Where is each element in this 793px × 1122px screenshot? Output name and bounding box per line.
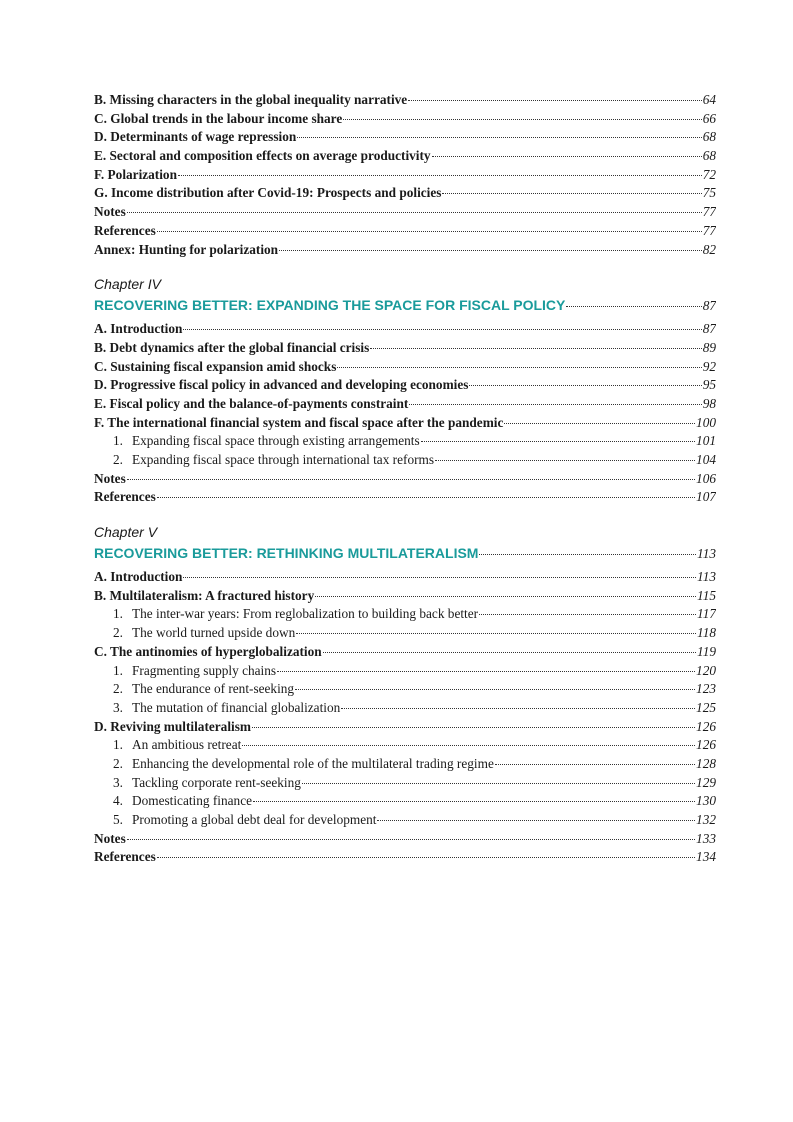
- toc-page-number: 132: [696, 812, 716, 827]
- sub-entry-text: Promoting a global debt deal for development: [132, 812, 377, 827]
- toc-entry-label: B. Multilateralism: A fractured history: [94, 587, 315, 603]
- toc-sub-entry[interactable]: [94, 451, 716, 470]
- leader-dots: [469, 384, 701, 386]
- sub-entry-text: Enhancing the developmental role of the multilateral trading regime: [132, 755, 494, 771]
- sub-entry-text: Fragmenting supply chains: [132, 662, 277, 678]
- toc-entry-label: E. Sectoral and composition effects on average productivity: [94, 148, 431, 164]
- toc-page-number: 72: [702, 166, 716, 182]
- toc-page-number: 92: [702, 358, 716, 374]
- sub-entry-text: An ambitious retreat: [132, 737, 242, 753]
- leader-dots: [297, 136, 701, 138]
- toc-page-number: 119: [697, 643, 716, 659]
- leader-dots: [377, 819, 695, 821]
- sub-entry-number: 4.: [113, 793, 123, 809]
- toc-page-number: 126: [696, 737, 716, 753]
- toc-entry[interactable]: [94, 203, 716, 222]
- leader-dots: [183, 328, 701, 330]
- sub-entry-text: Expanding fiscal space through existing arrangements: [132, 433, 420, 449]
- toc-entry-label: B. Debt dynamics after the global financial crisis: [94, 339, 370, 355]
- toc-entry[interactable]: [94, 718, 716, 737]
- toc-entry-label: [94, 680, 294, 699]
- toc-entry[interactable]: [94, 147, 716, 166]
- toc-page-number: 104: [696, 452, 716, 467]
- toc-entry[interactable]: [94, 488, 716, 507]
- sub-entry-number: 3.: [113, 774, 123, 790]
- sub-entry-text: Expanding fiscal space through international tax reforms: [132, 452, 435, 467]
- toc-entry[interactable]: [94, 222, 716, 241]
- toc-entry[interactable]: [94, 830, 716, 849]
- toc-page-number: 106: [696, 470, 716, 486]
- toc-sub-entry[interactable]: [94, 432, 716, 451]
- toc-entry-label: C. Global trends in the labour income share: [94, 110, 343, 126]
- leader-dots: [127, 478, 695, 480]
- toc-page-number: 100: [696, 414, 716, 430]
- toc-entry[interactable]: [94, 376, 716, 395]
- toc-page-number: 77: [702, 204, 716, 220]
- toc-page-number: 113: [697, 546, 716, 562]
- toc-entry-label: [94, 736, 241, 755]
- leader-dots: [242, 744, 695, 746]
- toc-sub-entry[interactable]: [94, 774, 716, 793]
- leader-dots: [302, 782, 695, 784]
- leader-dots: [343, 118, 701, 120]
- leader-dots: [296, 632, 696, 634]
- toc-entry-label: F. Polarization: [94, 166, 177, 182]
- toc-entry[interactable]: [94, 470, 716, 489]
- leader-dots: [495, 763, 695, 765]
- toc-sub-entry[interactable]: [94, 792, 716, 811]
- toc-page-number: 82: [702, 241, 716, 257]
- toc-page-number: 120: [696, 662, 716, 678]
- toc-page-number: 68: [702, 129, 716, 145]
- sub-entry-number: 2.: [113, 625, 123, 641]
- toc-entry-label: [94, 792, 252, 811]
- chapter-title-text: RECOVERING BETTER: EXPANDING THE SPACE FOR FISCAL POLICY: [94, 297, 566, 314]
- toc-sub-entry[interactable]: [94, 811, 716, 830]
- toc-page-number: 87: [702, 321, 716, 337]
- toc-page-number: 134: [696, 849, 716, 865]
- toc-entry[interactable]: [94, 358, 716, 377]
- toc-sub-entry[interactable]: [94, 605, 716, 624]
- toc-entry-label: Annex: Hunting for polarization: [94, 241, 279, 257]
- toc-sub-entry[interactable]: [94, 662, 716, 681]
- toc-page: [94, 91, 716, 867]
- toc-entry[interactable]: [94, 395, 716, 414]
- toc-sub-entry[interactable]: [94, 736, 716, 755]
- toc-page-number: 129: [696, 774, 716, 790]
- toc-entry-label: [94, 432, 420, 451]
- toc-page-number: 89: [702, 339, 716, 355]
- toc-entry-label: [94, 662, 276, 681]
- sub-entry-number: 2.: [113, 681, 123, 697]
- leader-dots: [442, 192, 701, 194]
- chapter-title[interactable]: [94, 542, 716, 564]
- toc-entry[interactable]: [94, 643, 716, 662]
- toc-entry-label: Notes: [94, 204, 126, 220]
- toc-entry[interactable]: [94, 166, 716, 185]
- toc-entry-label: C. Sustaining fiscal expansion amid shocks: [94, 358, 337, 374]
- leader-dots: [504, 422, 695, 424]
- sub-entry-text: Domesticating finance: [132, 793, 252, 809]
- toc-entry[interactable]: [94, 184, 716, 203]
- toc-page-number: 98: [702, 395, 716, 411]
- leader-dots: [279, 249, 702, 251]
- toc-page-number: 117: [697, 606, 716, 622]
- leader-dots: [479, 613, 696, 615]
- sub-entry-number: 5.: [113, 812, 123, 827]
- toc-entry-label: D. Progressive fiscal policy in advanced and developing economies: [94, 377, 469, 393]
- sub-entry-text: The world turned upside down: [132, 625, 296, 641]
- leader-dots: [421, 440, 695, 442]
- sub-entry-number: 1.: [113, 662, 123, 678]
- toc-page-number: 64: [702, 92, 716, 107]
- toc-entry-label: [94, 605, 478, 624]
- toc-sub-entry[interactable]: [94, 699, 716, 718]
- toc-page-number: 126: [696, 718, 716, 734]
- toc-entry-label: A. Introduction: [94, 321, 183, 337]
- sub-entry-number: 2.: [113, 452, 123, 467]
- toc-entry-label: E. Fiscal policy and the balance-of-payments constraint: [94, 395, 409, 411]
- chapter-label: Chapter V: [94, 524, 158, 541]
- leader-dots: [157, 496, 695, 498]
- sub-entry-number: 3.: [113, 699, 123, 715]
- leader-dots: [183, 576, 696, 578]
- leader-dots: [341, 707, 695, 709]
- leader-dots: [408, 99, 701, 101]
- toc-page-number: 115: [697, 587, 716, 603]
- leader-dots: [178, 174, 702, 176]
- chapter-label: Chapter IV: [94, 276, 161, 293]
- toc-entry-label: [94, 811, 376, 830]
- toc-page-number: 125: [696, 699, 716, 715]
- toc-entry[interactable]: [94, 587, 716, 606]
- leader-dots: [253, 800, 695, 802]
- sub-entry-text: The endurance of rent-seeking: [132, 681, 295, 697]
- leader-dots: [370, 347, 701, 349]
- toc-entry[interactable]: [94, 241, 716, 260]
- leader-dots: [127, 838, 695, 840]
- toc-entry-label: F. The international financial system and fiscal space after the pandemic: [94, 414, 504, 430]
- leader-dots: [566, 306, 701, 307]
- toc-entry-label: B. Missing characters in the global inequality narrative: [94, 92, 408, 107]
- leader-dots: [127, 211, 702, 213]
- chapter-title-text: RECOVERING BETTER: RETHINKING MULTILATERALISM: [94, 545, 479, 562]
- leader-dots: [435, 459, 695, 461]
- toc-entry-label: [94, 451, 434, 470]
- toc-entry-label: Notes: [94, 830, 126, 846]
- toc-entry-label: Notes: [94, 470, 126, 486]
- toc-page-number: 87: [702, 298, 716, 314]
- toc-page-number: 118: [697, 625, 716, 641]
- toc-page-number: 128: [696, 755, 716, 771]
- toc-entry-label: [94, 699, 340, 718]
- toc-page-number: 107: [696, 489, 716, 505]
- toc-page-number: 130: [696, 793, 716, 809]
- leader-dots: [157, 230, 702, 232]
- leader-dots: [315, 595, 696, 597]
- sub-entry-number: 1.: [113, 433, 123, 449]
- toc-sub-entry[interactable]: [94, 680, 716, 699]
- chapter-title[interactable]: [94, 294, 716, 316]
- sub-entry-number: 2.: [113, 755, 123, 771]
- toc-page-number: 66: [702, 110, 716, 126]
- toc-page-number: 113: [697, 569, 716, 585]
- toc-page-number: 68: [702, 148, 716, 164]
- toc-entry[interactable]: [94, 414, 716, 433]
- toc-entry-label: C. The antinomies of hyperglobalization: [94, 643, 322, 659]
- toc-entry-label: References: [94, 222, 156, 238]
- leader-dots: [409, 403, 701, 405]
- leader-dots: [157, 856, 695, 858]
- leader-dots: [323, 651, 696, 653]
- toc-entry-label: A. Introduction: [94, 569, 183, 585]
- toc-entry-label: References: [94, 489, 156, 505]
- toc-entry[interactable]: [94, 848, 716, 867]
- toc-entry[interactable]: [94, 128, 716, 147]
- toc-entry-label: References: [94, 849, 156, 865]
- leader-dots: [432, 155, 702, 157]
- toc-entry[interactable]: [94, 110, 716, 129]
- toc-entry[interactable]: [94, 320, 716, 339]
- sub-entry-number: 1.: [113, 737, 123, 753]
- toc-chapter-4: [94, 274, 716, 507]
- toc-entry-label: [94, 624, 295, 643]
- toc-page-number: 101: [696, 433, 716, 449]
- sub-entry-number: 1.: [113, 606, 123, 622]
- toc-entry-label: [94, 755, 494, 774]
- leader-dots: [295, 688, 695, 690]
- sub-entry-text: Tackling corporate rent-seeking: [132, 774, 301, 790]
- toc-page-number: 133: [696, 830, 716, 846]
- toc-page-number: 123: [696, 681, 716, 697]
- toc-chapter-5: [94, 522, 716, 867]
- toc-entry-label: G. Income distribution after Covid-19: Prospects and policies: [94, 185, 442, 201]
- toc-entry-label: D. Determinants of wage repression: [94, 129, 297, 145]
- toc-page-number: 77: [702, 222, 716, 238]
- toc-entry[interactable]: [94, 91, 716, 110]
- toc-entry-label: [94, 774, 301, 793]
- sub-entry-text: The inter-war years: From reglobalization to building back better: [132, 606, 479, 622]
- leader-dots: [252, 726, 695, 728]
- toc-sub-entry[interactable]: [94, 755, 716, 774]
- toc-entry[interactable]: [94, 339, 716, 358]
- sub-entry-text: The mutation of financial globalization: [132, 699, 341, 715]
- toc-entry-label: D. Reviving multilateralism: [94, 718, 251, 734]
- leader-dots: [277, 670, 695, 672]
- leader-dots: [479, 554, 696, 555]
- toc-section-top: [94, 91, 716, 259]
- toc-sub-entry[interactable]: [94, 624, 716, 643]
- toc-entry[interactable]: [94, 568, 716, 587]
- leader-dots: [337, 366, 701, 368]
- toc-page-number: 75: [702, 185, 716, 201]
- toc-page-number: 95: [702, 377, 716, 393]
